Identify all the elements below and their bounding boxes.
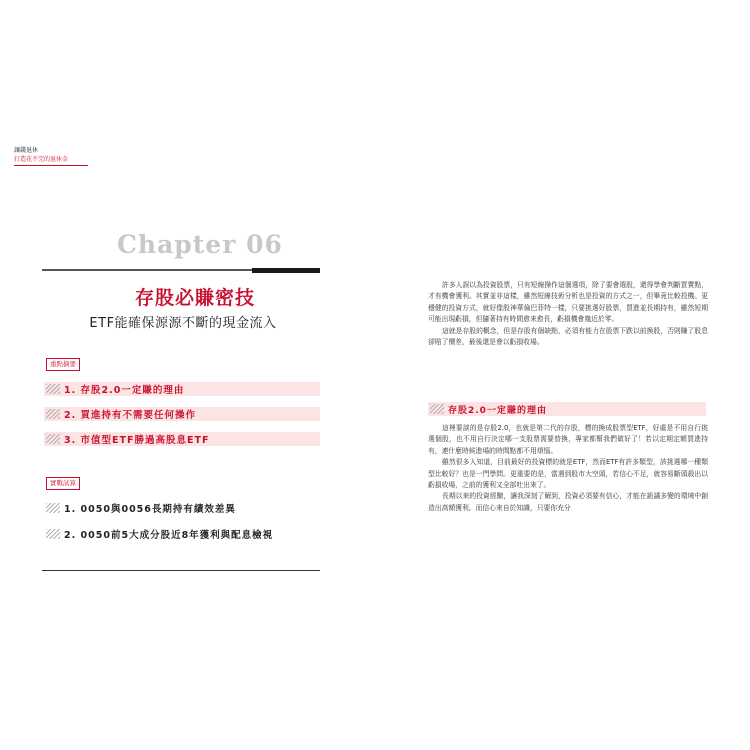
running-header-book-title: 讓錢退休: [14, 147, 39, 154]
summary-item-2: [44, 407, 320, 421]
hatch-icon: [430, 404, 444, 414]
hatch-icon: [46, 384, 60, 394]
chapter-title: 存股必賺密技: [134, 287, 255, 309]
chapter-subtitle: ETF能確保源源不斷的現金流入: [89, 316, 277, 331]
paragraph: 長期以來的投資經驗，讓我深刻了解到，投資必須要有信心，才能在詭譎多變的環境中創造出高額獲利。而信心來自於知識，只要你充分: [428, 492, 708, 512]
section-heading: [428, 402, 706, 416]
chapter-label: Chapter 06: [117, 230, 283, 259]
summary-item-3: [44, 432, 320, 446]
practice-item-2: [44, 527, 320, 541]
paragraph: 雖然很多人知道，目前最好的投資標的就是ETF，然而ETF有許多類型，該挑選哪一種類型比較好？也是一門學問。更重要的是，當遇到股市大空頭，若信心不足，就容易斷頭殺出以虧損收場，之前的獲利又全部吐出來了。: [428, 458, 708, 490]
hatch-icon: [46, 409, 60, 419]
practice-item-text: 1. 0050與0056長期持有績效差異: [64, 504, 236, 515]
running-header-rule: [14, 165, 88, 166]
hatch-icon: [46, 529, 60, 539]
running-header: [14, 146, 94, 166]
practice-tag: 實戰試算: [46, 477, 80, 490]
running-header-subtitle: 打造花不完的退休金: [14, 156, 69, 163]
paragraph: 這就是存股的概念，但是存股有個缺點，必須有能力在股票下跌以前換股，否則賺了股息卻賠了價差，最後還是會以虧損收場。: [428, 326, 708, 347]
hatch-icon: [46, 503, 60, 513]
hatch-icon: [46, 434, 60, 444]
summary-item-text: 2. 買進持有不需要任何操作: [64, 410, 197, 421]
summary-tag: 重點摘要: [46, 358, 80, 371]
section-heading-text: 存股2.0一定賺的理由: [448, 405, 547, 416]
chapter-rule-black: [252, 268, 320, 273]
paragraph: 這裡要談的是存股2.0，也就是第二代的存股，標的換成股票型ETF，好處是不用自行挑選個股，也不用自行決定哪一支股票需要替換，專家都幫我們做好了！若以定期定額買進持有，連什麼時候進場的時間點都不用煩惱。: [428, 424, 708, 455]
chapter-rule-grey: [42, 269, 252, 271]
page-bottom-rule: [42, 570, 320, 571]
body-text-block-2: [428, 423, 708, 514]
summary-item-text: 3. 市值型ETF勝過高股息ETF: [64, 435, 210, 446]
paragraph: 許多人誤以為投資股票，只有短線操作這個選項，除了要會選股，還得學會判斷買賣點，才有機會獲利。其實並非這樣，雖然短線技術分析也是投資的方式之一，但畢竟比較投機。更穩健的投資方式，就好像股神華倫巴菲特一樣，只要挑選好股票，買進並長期持有，雖然短期可能出現虧損，但隨著持有時間愈來愈長，虧損機會幾近於零。: [428, 281, 708, 324]
practice-item-1: [44, 501, 320, 515]
body-text-block-1: [428, 280, 708, 348]
summary-item-1: [44, 382, 320, 396]
summary-item-text: 1. 存股2.0一定賺的理由: [64, 385, 185, 396]
practice-item-text: 2. 0050前5大成分股近8年獲利與配息檢視: [64, 530, 274, 541]
